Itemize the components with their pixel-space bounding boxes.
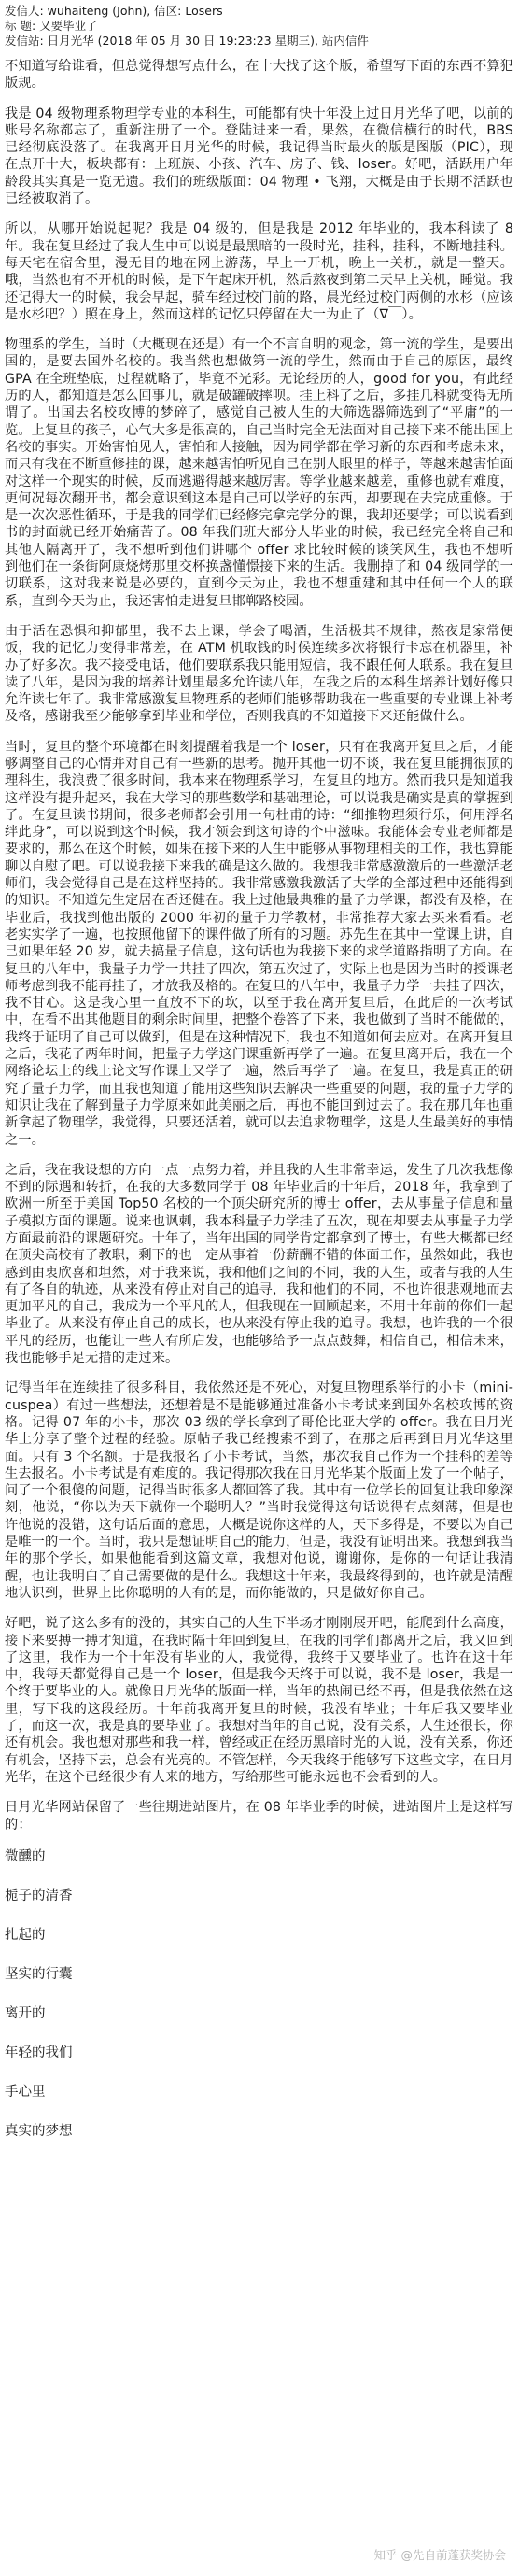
poem-line: 坚实的行囊 — [5, 1966, 73, 1982]
post-body — [5, 58, 513, 1833]
poem-line: 栀子的清香 — [5, 1888, 73, 1904]
paragraph: 物理系的学生，当时（大概现在还是）有一个不言自明的观念，第一流的学生，是要出国的，是要去国外名校的。我当然也想做第一流的学生，然而由于自己的原因，最终 GPA 在全班垫底，过程就略了，毕竟不光彩。无论经历的人，good for you，有此经历的人，都知道是怎么回事儿，就是破罐破摔呗。挂上科了之后，多挂几科就变得无所谓了。出国去名校攻博的梦碎了，感觉自己被人生的大筛选器筛选到了“平庸”的一览。上复旦的孩子，心气大多是很高的，自己当时完全无法面对自己接下来不能出国上名校的事实。开始害怕见人，害怕和人接触，因为同学都在学习新的东西和考虑未来，而只有我在不断重修挂的课，越来越害怕听见自己在别人眼里的样子，等越来越害怕面对这样一个现实的时候，反而逃避得越来越厉害。等学业越来越差，重修也就有难度，更何况每次翻开书，都会意识到这本是自己可以学好的东西，却要现在去完成重修。于是一次次恶性循环，于是我的同学们已经修完拿完学分的课，我却还要学；可以说看到书的封面就已经开始痛苦了。08 年我们班大部分人毕业的时候，我已经完全将自己和其他人隔离开了，我不想听到他们讲哪个 offer 求比较时候的谈笑风生，我也不想听到他们在一条街阿康烧烤那里交杯换盏懂憬接下来的生活。我删掉了和 04 级同学的一切联系，这对我来说是必要的，直到今天为止，我也不想重建和其中任何一个人的联系，直到今天为止，我还害怕走进复旦邯郸路校园。 — [5, 337, 513, 609]
paragraph: 记得当年在连续挂了很多科目，我依然还是不死心，对复旦物理系举行的小卡（mini-cuspea）有过一些想法，还想着是不是能够通过准备小卡考试来到国外名校攻博的资格。记得 07 年的小卡，那次 03 级的学长拿到了哥伦比亚大学的 offer。我在日月光华上分享了整个过程的经验。原帖子我已经搜索不到了，在那之后再到日月光华这里面。只有 3 个名额。于是我报名了小卡考试，当然，那次我自己作为一个挂科的差等生去报名。小卡考试是有难度的。我记得那次我在日月光华某个版面上发了一个帖子，问了一个很傻的问题，记得当时很多人都回答了我。其中有一位学长的回复让我印象深刻，他说，“你以为天下就你一个聪明人？”当时我觉得这句话说得有点刻薄，但是也许他说的没错，这句话后面的意思，大概是说你这样的人，天下多得是，不要以为自己是唯一的一个。当时，我只是想证明自己的能力，但是，我没有证明出来。我想到我当年的那个学长，如果他能看到这篇文章，我想对他说，谢谢你，是你的一句话让我清醒，也让我明白了自己需要做的是什么。我想这十年来，我最终得到的，也许就是清醒地认识到，世界上比你聪明的人有的是，而你能做的，只是做好你自己。 — [5, 1380, 513, 1601]
poem-line: 年轻的我们 — [5, 2045, 73, 2060]
watermark: 知乎 @先自前蓬获奖协会 — [373, 2548, 506, 2562]
paragraph: 所以，从哪开始说起呢？我是 04 级的，但是我是 2012 年毕业的，我本科读了 8 年。我在复旦经过了我人生中可以说是最黑暗的一段时光，挂科，挂科，不断地挂科。每天宅在宿舍里，漫无目的地在网上游荡，早上一开机，晚上一关机，就是一整天。哦，当然也有不开机的时候，是下午起床开机，然后熬夜到第二天早上关机，睡觉。我还记得大一的时候，我会早起，骑车经过校门前的路，晨光经过校门两侧的水杉（应该是水杉吧？）照在身上，然而这样的记忆只停留在大一为止了（∇￣）。 — [5, 221, 513, 322]
poem-line: 手心里 — [5, 2084, 46, 2100]
poem-line: 离开的 — [5, 2005, 46, 2021]
header-subject: 标 题: 又要毕业了 — [5, 19, 98, 33]
paragraph: 当时，复旦的整个环境都在时刻提醒着我是一个 loser，只有在我离开复旦之后，才能够调整自己的心情并对自己有一些新的思考。抛开其他一切不谈，我在复旦能拥很顶的理科生，我浪费了很多时间，我本来在物理系学习，在复旦的地方。然而我只是知道我这样没有提升起来，我在大学习的那些数学和基础理论，可以说我是确实是真的掌握到了。在复旦读书期间，很多老师都会引用一句杜甫的诗：“细推物理须行乐，何用浮名绊此身”，可以说到这个时候，我才领会到这句诗的个中滋味。我能体会专业老师都是要求的，那么在这个时候，如果在接下来的人生中能够从事物理相关的工作，我也算能聊以自慰了吧。可以说我接下来我的确是这么做的。我想我非常感激激后的一些激活老师们，我会觉得自己是在这样坚持的。我非常感激我激活了大学的全部过程中还能得到的知识。不知道先生定居在否还健在。我上过他最典雅的量子力学课，都没有及格，在毕业后，我找到他出版的 2000 年初的量子力学教材，非常推荐大家去买来看看。老老实实学了一遍，也按照他留下的课件做了所有的习题。苏先生在其中一堂课上讲，自己如果年轻 20 岁，就去搞量子信息，这句话也为我接下来的求学道路指明了方向。在复旦的八年中，我量子力学一共挂了四次，第五次过了，实际上也是因为当时的授课老师考虑到我不能再挂了，才放我及格的。在复旦的八年中，我量子力学一共挂了四次，我不甘心。这是我心里一直放不下的坎，以至于我在离开复旦后，在此后的一次考试中，在看不出其他题目的剩余时间里，把整个卷答了下来，我也做到了当时不能做的，我终于证明了自己可以做到，但是在这种情况下，我也不知道如何去应对。在离开复旦之后，我花了两年时间，把量子力学这门课重新再学了一遍。在复旦离开后，我在一个网络论坛上的线上论文写作课上又学了一遍，然后再学了一遍。在复旦，我是真正的研究了量子力学，而且我也知道了能用这些知识去解决一些重要的问题，我的量子力学的知识让我在了解到量子力学原来如此美丽之后，再也不能回到过去了。我在那几年也重新拿起了物理学，我觉得，只要还活着，就可以去追求物理学，这是人生最美好的事情之一。 — [5, 739, 513, 1148]
poem-line: 真实的梦想 — [5, 2123, 73, 2139]
paragraph: 好吧，说了这么多有的没的，其实自己的人生下半场才刚刚展开吧，能爬到什么高度，接下来要搏一搏才知道，在我时隔十年回到复旦，在我的同学们都离开之后，我又回到了这里，我作为一个十年没有毕业的人，我觉得，我终于又要毕业了。也许在这十年中，我每天都觉得自己是一个 loser，但是我今天终于可以说，我不是 loser，我是一个终于要毕业的人。就像日月光华的版面一样，当年的热闹已经不再，但是我依然在这里，写下我的这段经历。十年前我离开复旦的时候，我没有毕业；十年后我又要毕业了，而这一次，我是真的要毕业了。我想对当年的自己说，没有关系，人生还很长，你还有机会。我也想对那些和我一样，曾经或正在经历黑暗时光的人说，没有关系，你还有机会，坚持下去，总会有光亮的。不管怎样，今天我终于能够写下这些文字，在日月光华，在这个已经很少有人来的地方，写给那些可能永远也不会看到的人。 — [5, 1616, 513, 1785]
header-site: 发信站: 日月光华 (2018 年 05 月 30 日 19:23:23 星期三), 站内信件 — [5, 34, 369, 48]
paragraph: 由于活在恐惧和抑郁里，我不去上课，学会了喝酒，生活极其不规律，熬夜是家常便饭，我的记忆力变得非常差，在 ATM 机取钱的时候连续多次将银行卡忘在机器里，补办了好多次。我不接受电话，他们要联系我只能用短信，我不跟任何人联系。我在复旦读了八年，是因为我的培养计划里最多允许读八年，在我之后的本科生培养计划好像只允许读七年了。我非常感激复旦物理系的老师们能够帮助我在一些重要的专业课上补考及格，感谢我至少能够拿到毕业和学位，否则我真的不知道接下来还能做什么。 — [5, 623, 513, 725]
post-header — [5, 4, 513, 49]
poem-intro: 日月光华网站保留了一些往期进站图片，在 08 年毕业季的时候，进站图片上是这样写的： — [5, 1800, 513, 1833]
paragraph: 之后，我在我设想的方向一点一点努力着，并且我的人生非常幸运，发生了几次我想像不到的际遇和转折，在我的大多数同学于 08 年毕业后的十年后，2018 年，我拿到了欧洲一所至于美国 Top50 名校的一个顶尖研究所的博士 offer，去从事量子信息和量子模拟方面的课题。说来也讽刺，我本科量子力学挂了五次，现在却要去从事量子力学方面最前沿的课题研究。十年了，当年出国的同学肯定都拿到了博士，有些大概都已经在顶尖高校有了教职，剩下的也一定从事着一份薪酬不错的体面工作，虽然如此，我也感到由衷欣喜和坦然，对于我来说，我和他们之间的不同，我的人生，或者与我的人生有了各自的轨迹，从来没有停止对自己的追寻，我和他们的不同，不也许很悲观地而去更加平凡的自己，我成为一个平凡的人，但我现在一回顾起来，不用十年前的你们一起毕业了。从来没有停止自己的成长，也从来没有停止我的追寻。我想，也许我的一个很平凡的经历，也能让一些人有所启发，也能够给予一点点鼓舞，相信自己，相信未来，我也能够手足无措的走过来。 — [5, 1162, 513, 1366]
header-from: 发信人: wuhaiteng (John), 信区: Losers — [5, 4, 223, 18]
poem — [5, 1848, 513, 2140]
poem-line: 微醺的 — [5, 1848, 46, 1864]
poem-line: 扎起的 — [5, 1927, 46, 1943]
paragraph: 我是 04 级物理系物理学专业的本科生，可能都有快十年没上过日月光华了吧，以前的账号名称都忘了，重新注册了一个。登陆进来一看，果然，在微信横行的时代，BBS 已经彻底没落了。在我离开日月光华的时候，我记得当时最火的版是图版（PIC），现在点开十大，板块都有：上班族、小孩、汽车、房子、钱、loser。好吧，活跃用户年龄段其实真是一览无遗。我们的班级版面：04 物理 • 飞翔，大概是由于长期不活跃也已经被取消了。 — [5, 106, 513, 207]
paragraph: 不知道写给谁看，但总觉得想写点什么，在十大找了这个版，希望写下面的东西不算犯版规。 — [5, 59, 513, 92]
